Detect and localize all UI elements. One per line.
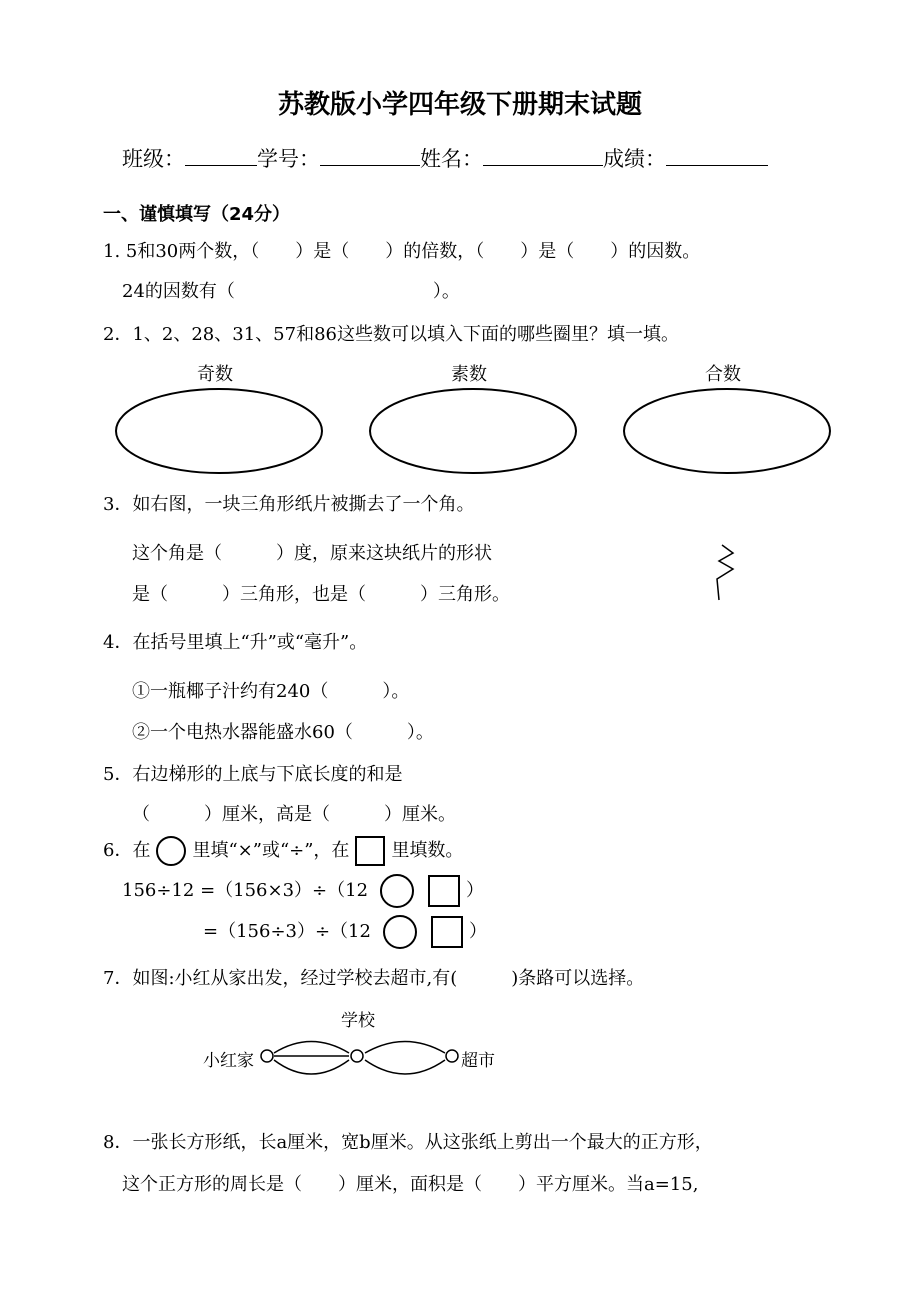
q5-line2: （ ）厘米，高是（ ）厘米。 (132, 804, 456, 825)
eq1-left: 156÷12 =（156×3）÷（12 (122, 880, 369, 901)
market-node (446, 1050, 458, 1062)
composite-ellipse (624, 389, 830, 473)
q5-line1: 5．右边梯形的上底与下底长度的和是 (103, 764, 403, 785)
name-label: 姓名： (420, 147, 483, 171)
eq1-close: ） (466, 880, 485, 901)
home-node (261, 1050, 273, 1062)
page-title: 苏教版小学四年级下册期末试题 (277, 90, 642, 120)
q2-text: 2．1、2、28、31、57和86这些数可以填入下面的哪些圈里？填一填。 (103, 324, 679, 345)
odd-ellipse (116, 389, 322, 473)
q4-line1: 4．在括号里填上“升”或“毫升”。 (103, 632, 368, 653)
q4-line2: ①一瓶椰子汁约有240（ ）。 (132, 681, 410, 702)
q7-text: 7．如图:小红从家出发，经过学校去超市,有( )条路可以选择。 (103, 968, 645, 989)
school-node (351, 1050, 363, 1062)
label-prime: 素数 (451, 364, 487, 385)
q1-line2: 24的因数有（ ）。 (122, 281, 460, 302)
eq2-close: ） (468, 921, 487, 942)
label-composite: 合数 (705, 364, 741, 385)
section-heading: 一、谨慎填写（24分） (103, 204, 291, 225)
q3-line2: 这个角是（ ）度，原来这块纸片的形状 (132, 543, 492, 564)
home-label: 小红家 (203, 1051, 254, 1071)
torn-triangle-figure (717, 545, 733, 600)
class-label: 班级： (122, 147, 185, 171)
school-label: 学校 (341, 1011, 375, 1031)
path-home-school-upper (274, 1042, 349, 1054)
q6-prefix: 6．在 (103, 840, 151, 861)
prime-ellipse (370, 389, 576, 473)
q8-line2: 这个正方形的周长是（ ）厘米，面积是（ ）平方厘米。当a=15, (122, 1174, 699, 1195)
q3-line3: 是（ ）三角形，也是（ ）三角形。 (132, 584, 510, 605)
q3-line1: 3．如右图，一块三角形纸片被撕去了一个角。 (103, 494, 475, 515)
score-label: 成绩： (603, 147, 666, 171)
market-label: 超市 (461, 1051, 495, 1071)
q1-line1: 1. 5和30两个数，（ ）是（ ）的倍数，（ ）是（ ）的因数。 (103, 241, 701, 262)
q4-line3: ②一个电热水器能盛水60（ ）。 (132, 722, 434, 743)
path-school-market-upper (365, 1042, 445, 1054)
path-school-market-lower (365, 1060, 445, 1074)
q8-line1: 8．一张长方形纸，长a厘米，宽b厘米。从这张纸上剪出一个最大的正方形， (103, 1132, 713, 1153)
eq2-left: =（156÷3）÷（12 (203, 921, 371, 942)
id-label: 学号： (257, 147, 320, 171)
label-odd: 奇数 (197, 364, 233, 385)
q6-suffix: 里填数。 (391, 840, 464, 861)
path-home-school-lower (274, 1060, 349, 1074)
q6-mid: 里填“×”或“÷”，在 (192, 840, 350, 861)
